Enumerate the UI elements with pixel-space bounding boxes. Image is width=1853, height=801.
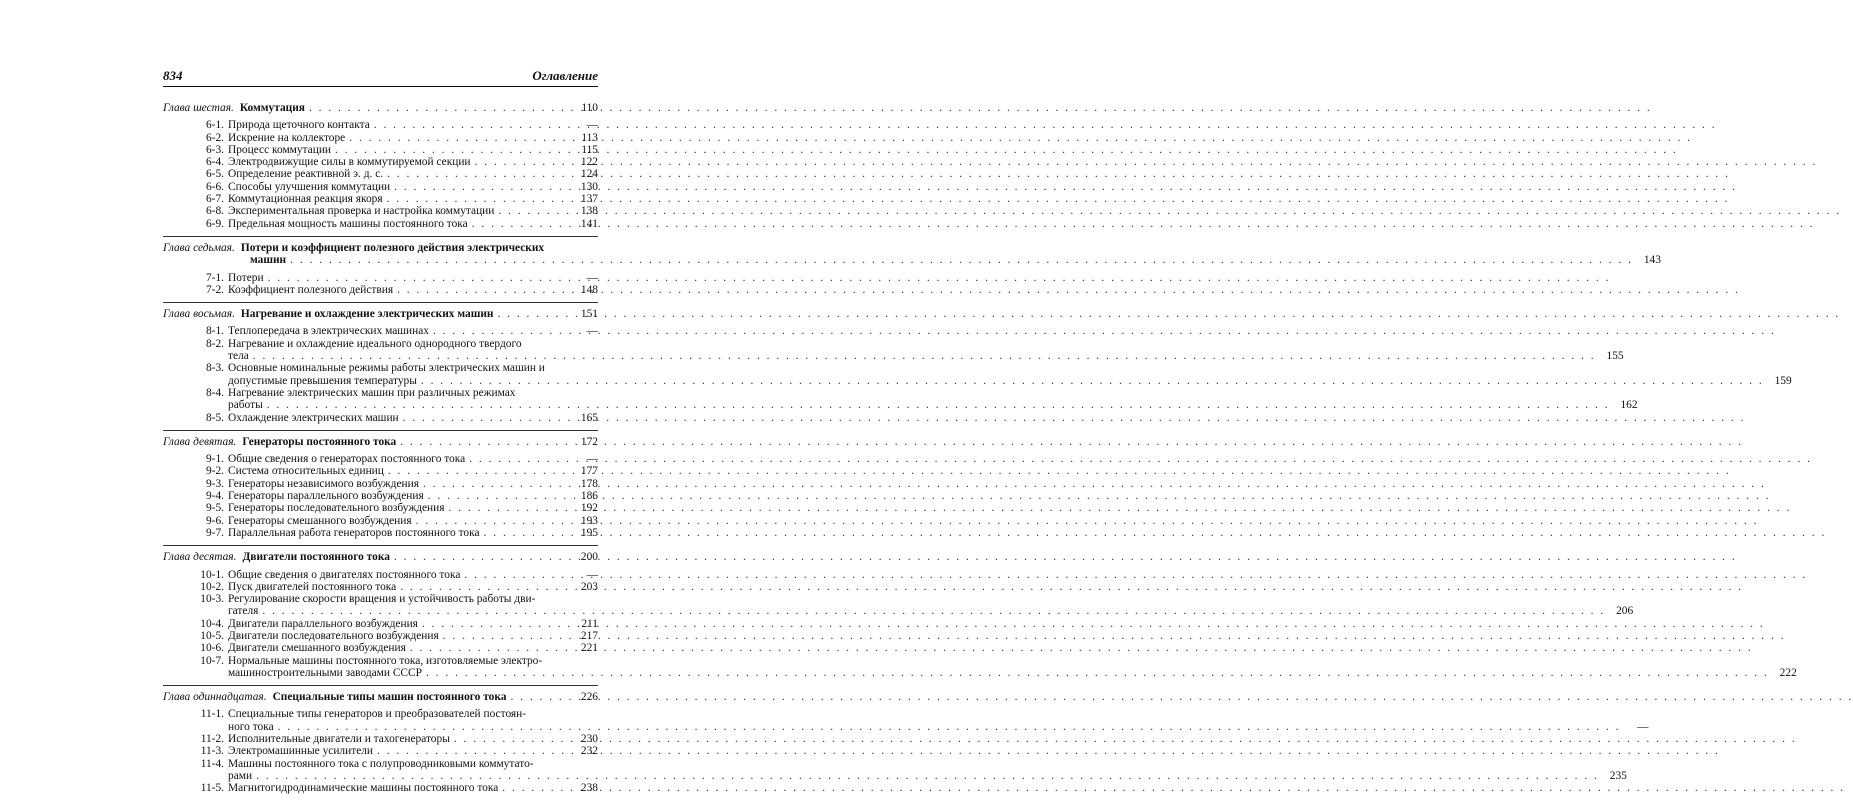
chapter-separator [163, 430, 598, 431]
chapter-title: Коммутация [239, 102, 305, 114]
section-entry [188, 337, 1624, 363]
chapter [163, 241, 1661, 296]
dot-leader [335, 144, 570, 156]
section-page: 113 [581, 131, 598, 144]
dot-leader [498, 205, 570, 217]
dot-leader [410, 642, 570, 654]
section-page: 217 [580, 629, 598, 642]
section-title: Двигатели последовательного возбуждения [228, 629, 439, 642]
section-number: 7-1. [205, 271, 224, 284]
running-title: Оглавление [532, 68, 598, 83]
section-page: 235 [1609, 769, 1627, 782]
section-title: Процесс коммутации [228, 143, 332, 156]
section-entry [188, 502, 598, 514]
chapter-heading-line [163, 242, 1637, 254]
section-title: Машины постоянного тока с полупроводниковыми коммутато- [228, 757, 534, 770]
section-page: 206 [1616, 605, 1634, 618]
chapter-title: Потери и коэффициент полезного действия электрических [240, 241, 545, 254]
section-title-continued: гателя [228, 605, 259, 618]
section-number: 8-1. [205, 325, 224, 338]
dot-leader [387, 193, 570, 205]
section-page: 130 [580, 180, 598, 193]
header-rule [163, 86, 598, 87]
section-entry [188, 325, 598, 337]
section-title-continued: тела [228, 350, 249, 363]
section-entry [188, 168, 598, 180]
section-entry [188, 412, 598, 424]
section-entry [188, 453, 598, 465]
dot-leader [397, 284, 570, 296]
section-title: Электродвижущие силы в коммутируемой секции [228, 156, 471, 169]
dot-leader [394, 181, 570, 193]
section-page: 221 [580, 642, 598, 655]
dot-leader [387, 168, 570, 180]
chapter-title: Специальные типы машин постоянного тока [272, 691, 507, 704]
dot-leader [497, 308, 570, 320]
section-entry [188, 708, 1649, 733]
section-title-continued: ного тока [228, 720, 274, 733]
section-title: Потери [228, 271, 264, 284]
section-number: 7-2. [205, 283, 224, 296]
section-number: 8-4. [205, 386, 224, 399]
dot-leader [510, 691, 570, 703]
dot-leader [428, 490, 570, 502]
dot-leader [449, 502, 571, 514]
dot-leader [464, 569, 570, 581]
section-title-line2 [228, 399, 1638, 411]
section-page: 162 [1620, 399, 1638, 412]
dot-leader [268, 272, 570, 284]
section-entry [188, 569, 598, 581]
dot-leader [374, 119, 570, 131]
section-page: 138 [580, 205, 598, 218]
section-title: Определение реактивной э. д. с. [228, 168, 384, 181]
chapter-heading [163, 241, 1661, 267]
chapter-separator [163, 685, 598, 686]
section-page: 124 [580, 168, 598, 181]
section-entry [188, 132, 598, 144]
section-title: Система относительных единиц [228, 465, 384, 478]
dot-leader [400, 581, 570, 593]
section-page: 177 [580, 465, 598, 478]
chapter-title: Двигатели постоянного тока [242, 551, 390, 564]
section-entry [188, 593, 1634, 618]
section-title: Нагревание и охлаждение идеального однородного твердого [228, 337, 522, 350]
section-entry [188, 144, 598, 156]
section-number: 6-9. [205, 217, 224, 230]
section-title: Пуск двигателей постоянного тока [228, 580, 397, 593]
section-title: Электромашинные усилители [228, 745, 374, 758]
section-number: 6-1. [205, 119, 224, 132]
dot-leader [472, 218, 570, 230]
section-number: 6-6. [205, 180, 224, 193]
chapter-page: 143 [1643, 254, 1661, 267]
section-page: — [586, 453, 598, 466]
dot-leader [443, 630, 570, 642]
section-body [228, 708, 1648, 733]
dot-leader [400, 436, 570, 448]
chapter-label: Глава десятая. [163, 551, 237, 564]
section-title: Генераторы независимого возбуждения [228, 477, 419, 490]
section-entry [188, 362, 1792, 387]
section-page: — [586, 325, 598, 338]
section-number: 10-4. [200, 617, 224, 630]
section-page: 192 [580, 502, 598, 515]
section-title-continued: машиностроительными заводами СССР [228, 666, 422, 679]
section-entry [188, 478, 598, 490]
chapter-separator [163, 545, 598, 546]
section-number: 6-2. [205, 131, 224, 144]
section-page: 141 [580, 217, 598, 230]
dot-leader [484, 527, 570, 539]
section-page: 159 [1774, 374, 1792, 387]
chapter-page: 151 [580, 308, 598, 321]
dot-leader [253, 350, 1596, 362]
section-title: Основные номинальные режимы работы электрических машин и [228, 362, 545, 375]
section-title-continued: допустимые превышения температуры [228, 374, 417, 387]
section-entry [188, 515, 598, 527]
chapter-separator [163, 302, 598, 303]
section-body [228, 655, 1797, 680]
section-entry [188, 193, 598, 205]
chapter [163, 436, 598, 539]
section-number: 10-5. [200, 629, 224, 642]
dot-leader [309, 102, 570, 114]
section-page: 238 [580, 782, 598, 795]
section-entry [188, 630, 598, 642]
chapter-heading [163, 308, 598, 320]
chapter [163, 102, 598, 230]
section-page: 193 [580, 514, 598, 527]
section-body [228, 593, 1633, 618]
section-page: 232 [580, 745, 598, 758]
section-page: — [1637, 720, 1649, 733]
section-title: Двигатели параллельного возбуждения [228, 617, 418, 630]
chapter-heading-text [163, 242, 1637, 267]
section-title: Нагревание электрических машин при различных режимах [228, 386, 516, 399]
dot-leader [262, 605, 1605, 617]
section-entry [188, 642, 598, 654]
dot-leader [454, 733, 570, 745]
dot-leader [377, 745, 570, 757]
section-number: 11-5. [200, 782, 224, 795]
chapter-title: Нагревание и охлаждение электрических машин [240, 308, 494, 321]
section-title: Параллельная работа генераторов постоянного тока [228, 526, 480, 539]
section-number: 9-1. [205, 453, 224, 466]
section-number: 10-3. [200, 593, 224, 606]
section-page: 203 [580, 580, 598, 593]
section-title-line2 [228, 375, 1792, 387]
chapter [163, 691, 1649, 795]
section-title: Искрение на коллекторе [228, 131, 346, 144]
section-title: Исполнительные двигатели и тахогенераторы [228, 733, 450, 746]
dot-leader [290, 254, 1633, 266]
section-title: Коэффициент полезного действия [228, 283, 394, 296]
chapter-separator [163, 236, 598, 237]
dot-leader [278, 721, 1621, 733]
chapter-page: 172 [580, 435, 598, 448]
section-entry [188, 465, 598, 477]
section-page: 222 [1779, 666, 1797, 679]
section-title: Охлаждение электрических машин [228, 411, 399, 424]
section-number: 9-6. [205, 514, 224, 527]
section-entry [188, 745, 598, 757]
section-body [228, 338, 1624, 363]
section-number: 8-5. [205, 411, 224, 424]
section-title: Способы улучшения коммутации [228, 180, 391, 193]
dot-leader [267, 399, 1610, 411]
section-title-continued: работы [228, 399, 263, 412]
section-page: — [586, 271, 598, 284]
section-number: 6-5. [205, 168, 224, 181]
section-page: 195 [580, 526, 598, 539]
section-title-line2 [228, 350, 1624, 362]
section-entry [188, 527, 598, 539]
dot-leader [416, 515, 570, 527]
page-number: 834 [163, 68, 183, 83]
dot-leader [394, 551, 570, 563]
chapter-heading [163, 436, 598, 448]
section-entry [188, 757, 1627, 783]
section-entry [188, 156, 598, 168]
section-page: 230 [580, 733, 598, 746]
dot-leader [423, 478, 570, 490]
section-title: Общие сведения о генераторах постоянного тока [228, 453, 466, 466]
section-number: 10-6. [200, 642, 224, 655]
section-page: 137 [580, 193, 598, 206]
dot-leader [388, 465, 570, 477]
section-entry [188, 218, 598, 230]
chapter-heading [163, 551, 598, 563]
section-body [228, 387, 1638, 412]
section-number: 6-8. [205, 205, 224, 218]
dot-leader [469, 453, 570, 465]
section-title: Генераторы параллельного возбуждения [228, 490, 424, 503]
dot-leader [256, 770, 1599, 782]
dot-leader [475, 156, 570, 168]
section-body [228, 758, 1627, 783]
section-entry [188, 654, 1797, 680]
section-number: 9-3. [205, 477, 224, 490]
chapter-label: Глава шестая. [163, 102, 234, 114]
section-page: — [586, 119, 598, 132]
section-title: Теплопередача в электрических машинах [228, 325, 429, 338]
dot-leader [422, 618, 570, 630]
section-number: 9-2. [205, 465, 224, 478]
section-page: 211 [581, 617, 598, 630]
section-entry [188, 119, 598, 131]
section-title-line2 [228, 605, 1633, 617]
chapter-page: 110 [581, 102, 598, 114]
section-title-line2 [228, 721, 1648, 733]
section-number: 11-4. [200, 757, 224, 770]
chapter-heading [163, 102, 598, 114]
section-title: Коммутационная реакция якоря [228, 193, 383, 206]
chapter-title: Генераторы постоянного тока [242, 435, 397, 448]
dot-leader [349, 132, 570, 144]
section-title: Предельная мощность машины постоянного тока [228, 217, 468, 230]
section-page: 178 [580, 477, 598, 490]
section-entry [188, 386, 1638, 412]
chapter-heading [163, 691, 598, 703]
section-number: 10-2. [200, 580, 224, 593]
section-number: 10-7. [200, 654, 224, 667]
section-number: 8-2. [205, 337, 224, 350]
section-title: Магнитогидродинамические машины постоянного тока [228, 782, 499, 795]
chapter-label: Глава седьмая. [163, 241, 235, 254]
chapter-label: Глава восьмая. [163, 308, 235, 321]
chapter-title-continued: машин [250, 254, 287, 267]
section-number: 6-3. [205, 143, 224, 156]
section-entry [188, 284, 598, 296]
section-entry [188, 581, 598, 593]
section-entry [188, 272, 598, 284]
section-page: 186 [580, 490, 598, 503]
section-title: Генераторы последовательного возбуждения [228, 502, 445, 515]
section-title: Нормальные машины постоянного тока, изготовляемые электро- [228, 654, 543, 667]
chapter [163, 308, 1792, 424]
section-number: 6-4. [205, 156, 224, 169]
section-number: 6-7. [205, 193, 224, 206]
section-title-continued: рами [228, 769, 253, 782]
section-number: 11-1. [200, 708, 224, 721]
section-title: Специальные типы генераторов и преобразователей постоян- [228, 708, 527, 721]
dot-leader [433, 325, 570, 337]
section-title: Генераторы смешанного возбуждения [228, 514, 412, 527]
section-title: Экспериментальная проверка и настройка коммутации [228, 205, 495, 218]
section-number: 8-3. [205, 362, 224, 375]
chapter-label: Глава девятая. [163, 435, 237, 448]
section-entry [188, 733, 598, 745]
section-title-line2 [228, 667, 1797, 679]
section-entry [188, 618, 598, 630]
section-number: 11-2. [200, 733, 224, 746]
section-body [228, 362, 1792, 387]
page-header [163, 68, 598, 86]
section-title: Общие сведения о двигателях постоянного тока [228, 568, 461, 581]
section-page: — [586, 568, 598, 581]
chapter-page: 226 [580, 691, 598, 704]
section-number: 9-4. [205, 490, 224, 503]
section-page: 122 [580, 156, 598, 169]
section-number: 9-7. [205, 526, 224, 539]
section-entry [188, 490, 598, 502]
section-entry [188, 782, 598, 794]
dot-leader [426, 667, 1769, 679]
chapter [163, 551, 1797, 679]
chapter-heading-line [163, 254, 1637, 266]
section-page: 155 [1606, 350, 1624, 363]
table-of-contents [163, 102, 1797, 801]
chapter-page: 200 [580, 551, 598, 564]
section-title: Регулирование скорости вращения и устойчивость работы дви- [228, 593, 536, 606]
section-entry [188, 205, 598, 217]
section-number: 9-5. [205, 502, 224, 515]
chapter-label: Глава одиннадцатая. [163, 691, 267, 704]
section-number: 10-1. [200, 568, 224, 581]
section-page: 165 [580, 411, 598, 424]
dot-leader [403, 412, 570, 424]
section-title-line2 [228, 770, 1627, 782]
section-page: 115 [581, 143, 598, 156]
section-title: Природа щеточного контакта [228, 119, 370, 132]
section-title: Двигатели смешанного возбуждения [228, 642, 406, 655]
section-page: 148 [580, 283, 598, 296]
section-number: 11-3. [200, 745, 224, 758]
section-entry [188, 181, 598, 193]
dot-leader [502, 782, 570, 794]
dot-leader [421, 375, 1764, 387]
